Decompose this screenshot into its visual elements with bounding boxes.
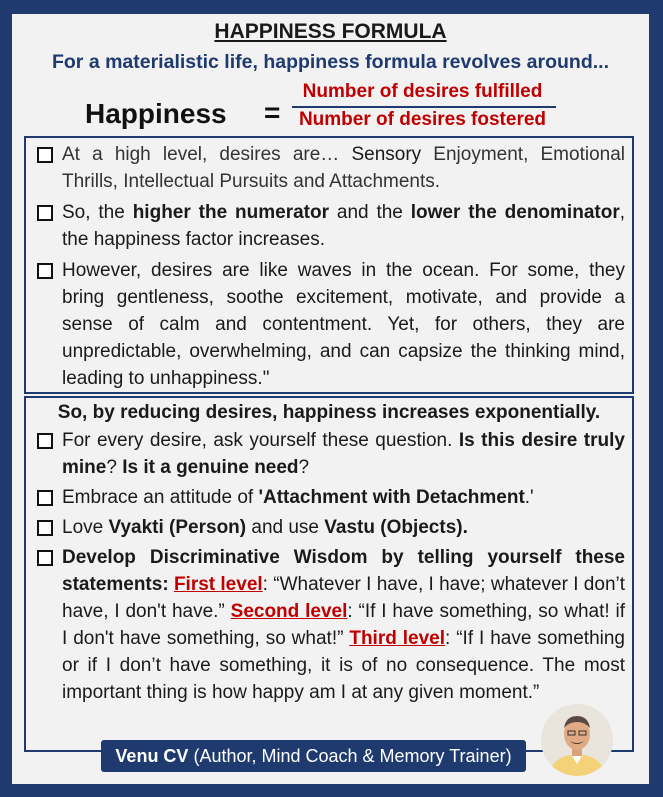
author-role: (Author, Mind Coach & Memory Trainer) — [188, 746, 512, 766]
list-item: At a high level, desires are… Sensory Enjoyment, Emotional Thrills, Intellectual Pursuits and Attachments. — [26, 141, 632, 195]
reduction-section — [24, 396, 634, 752]
checkbox-icon — [37, 205, 53, 221]
formula-word: Happiness — [85, 98, 227, 129]
section-headline: So, by reducing desires, happiness increases exponentially. — [57, 402, 601, 423]
checkbox-icon — [37, 520, 53, 536]
list-item: Embrace an attitude of 'Attachment with Detachment.' — [26, 484, 632, 511]
list-item: So, the higher the numerator and the lower the denominator, the happiness factor increases. — [26, 199, 632, 253]
author-photo — [541, 704, 613, 776]
desires-section — [24, 136, 634, 394]
list-item: Love Vyakti (Person) and use Vastu (Objects). — [26, 514, 632, 541]
checkbox-icon — [37, 550, 53, 566]
list-item: Develop Discriminative Wisdom by telling yourself these statements: First level: “Whatever I have, I have; whatever I don’t have, I don't have.” Second level: “If I have something, so what! if I don't have something, so what!” Third level: “If I have something or if I don’t have something, it is of no consequence. The most important thing is how happy am I at any given moment.” — [26, 544, 632, 706]
content-panel — [12, 14, 649, 784]
person-icon — [541, 704, 613, 776]
page-title: HAPPINESS FORMULA — [214, 20, 447, 43]
first-level-label: First level — [173, 574, 263, 595]
checkbox-icon — [37, 433, 53, 449]
checkbox-icon — [37, 490, 53, 506]
subtitle: For a materialistic life, happiness formula revolves around... — [51, 51, 609, 73]
formula-equals: = — [264, 97, 281, 128]
second-level-label: Second level — [230, 601, 348, 622]
checkbox-icon — [37, 263, 53, 279]
checkbox-icon — [37, 147, 53, 163]
author-name: Venu CV — [115, 746, 189, 766]
list-item: However, desires are like waves in the ocean. For some, they bring gentleness, soothe excitement, motivate, and provide a sense of calm and contentment. Yet, for others, they are unpredictable, overwhelming, and can capsize the thinking mind, leading to unhappiness." — [26, 257, 632, 392]
fraction-bar — [292, 106, 556, 108]
third-level-label: Third level — [349, 628, 446, 649]
list-item: For every desire, ask yourself these question. Is this desire truly mine? Is it a genuine need? — [26, 427, 632, 481]
formula-numerator: Number of desires fulfilled — [302, 81, 543, 102]
formula-denominator: Number of desires fostered — [298, 109, 547, 130]
author-banner — [101, 740, 526, 772]
happiness-formula — [82, 82, 642, 142]
